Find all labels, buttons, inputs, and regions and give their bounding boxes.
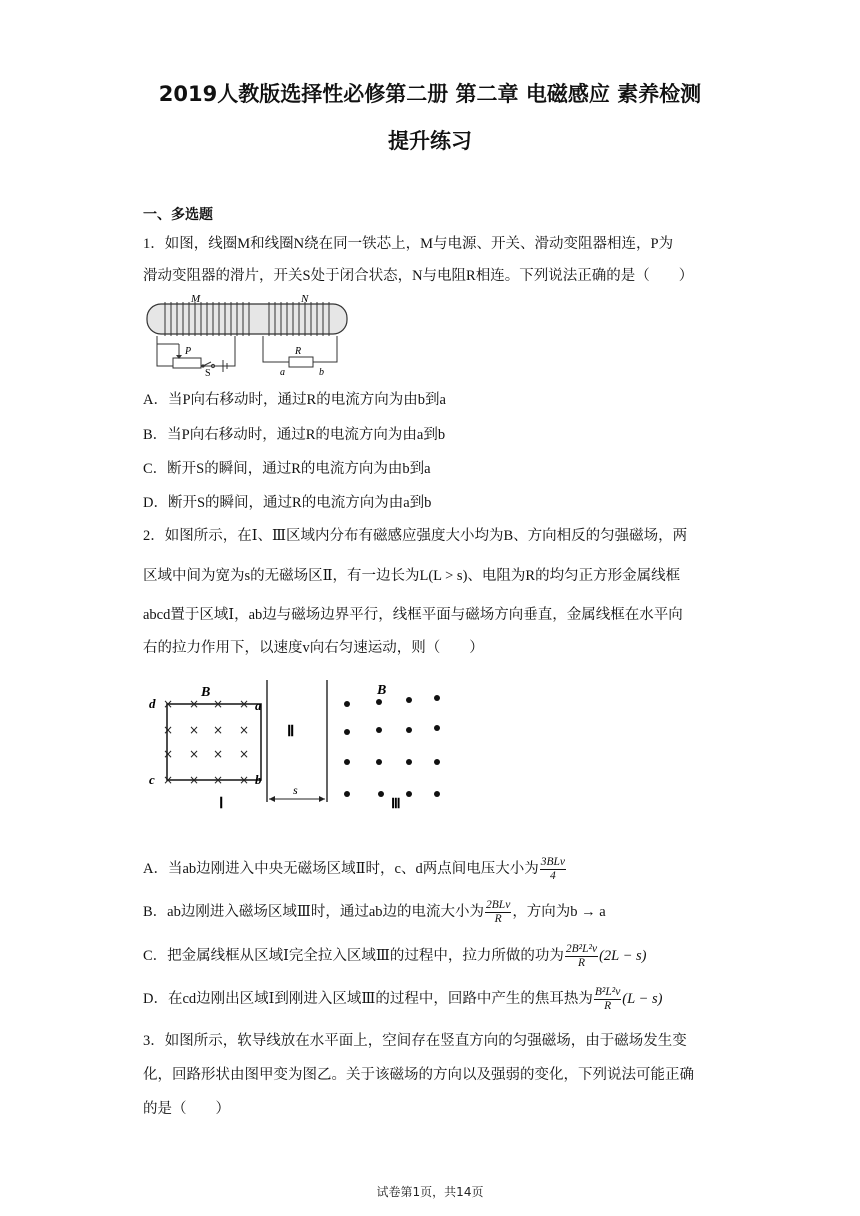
svg-text:×: × (213, 747, 224, 761)
label-B-right: B (377, 683, 387, 698)
q2-option-a-text: A．当ab边刚进入中央无磁场区域Ⅱ时，c、d两点间电压大小为 (143, 860, 539, 877)
svg-text:×: × (239, 747, 250, 761)
label-region-3: Ⅲ (391, 797, 401, 812)
q2-option-d-numerator: B²L²v (594, 986, 621, 998)
document-title-line2: 提升练习 (388, 129, 472, 153)
q2-option-c-text: C．把金属线框从区域Ⅰ完全拉入区域Ⅲ的过程中，拉力所做的功为 (143, 947, 564, 964)
svg-text:×: × (163, 773, 174, 787)
svg-text:×: × (163, 723, 174, 737)
svg-text:×: × (163, 747, 174, 761)
section-heading: 一、多选题 (143, 207, 213, 223)
q2-stem-line4: 右的拉力作用下，以速度v向右匀速运动，则（ ） (143, 640, 484, 656)
svg-text:×: × (163, 697, 174, 711)
q2-option-b (143, 899, 606, 926)
label-s: s (293, 783, 298, 797)
q2-option-a-denominator: 4 (549, 870, 556, 882)
label-c: c (149, 772, 155, 787)
document-title-line1: 2019人教版选择性必修第二册 第二章 电磁感应 素养检测 (158, 82, 702, 106)
q2-option-a-numerator: 3BLv (540, 856, 565, 868)
label-b: b (319, 367, 324, 376)
q2-option-b-tail: ，方向为b → a (512, 903, 606, 920)
q1-option-d: D．断开S的瞬间，通过R的电流方向为由a到b (143, 495, 432, 511)
q1-stem-line1: 1．如图，线圈M和线圈N绕在同一铁芯上，M与电源、开关、滑动变阻器相连，P为 (143, 236, 674, 252)
svg-text:×: × (189, 747, 200, 761)
q2-option-a (143, 856, 567, 883)
q2-option-c-tail: (2L − s) (599, 947, 647, 964)
q2-option-d-text: D．在cd边刚出区域Ⅰ到刚进入区域Ⅲ的过程中，回路中产生的焦耳热为 (143, 990, 593, 1007)
svg-text:×: × (213, 697, 224, 711)
label-d: d (149, 696, 156, 711)
label-R: R (295, 346, 302, 357)
label-N: N (301, 293, 309, 305)
svg-text:×: × (189, 723, 200, 737)
q2-option-d-denominator: R (604, 1000, 612, 1012)
q2-option-c (143, 943, 646, 970)
q2-magnetic-regions-figure (143, 676, 463, 816)
page-footer: 试卷第1页，共14页 (376, 1185, 484, 1199)
q3-stem-line2: 化，回路形状由图甲变为图乙。关于该磁场的方向以及强弱的变化，下列说法可能正确 (143, 1067, 694, 1083)
q2-option-b-text: B．ab边刚进入磁场区域Ⅲ时，通过ab边的电流大小为 (143, 903, 485, 920)
q1-option-a: A．当P向右移动时，通过R的电流方向为由b到a (143, 392, 446, 408)
label-P: P (185, 346, 192, 357)
q2-option-d (143, 986, 662, 1013)
label-S: S (205, 368, 211, 376)
svg-text:×: × (239, 723, 250, 737)
q2-stem-line3: abcd置于区域Ⅰ，ab边与磁场边界平行，线框平面与磁场方向垂直，金属线框在水平向 (143, 607, 683, 623)
q1-coil-figure (143, 292, 353, 376)
q2-option-c-fraction (565, 943, 598, 970)
svg-text:×: × (213, 723, 224, 737)
svg-text:×: × (189, 773, 200, 787)
label-b: b (255, 772, 262, 787)
q2-option-b-numerator: 2BLv (486, 899, 511, 911)
label-a: a (280, 367, 285, 376)
q1-option-b: B．当P向右移动时，通过R的电流方向为由a到b (143, 427, 446, 443)
q3-stem-line1: 3．如图所示，软导线放在水平面上，空间存在竖直方向的匀强磁场，由于磁场发生变 (143, 1033, 687, 1049)
label-B-left: B (201, 685, 211, 700)
label-M: M (191, 293, 201, 305)
svg-text:×: × (239, 697, 250, 711)
q2-stem-line2: 区域中间为宽为s的无磁场区Ⅱ，有一边长为L(L > s)、电阻为R的均匀正方形金属线框 (143, 568, 681, 584)
svg-text:×: × (189, 697, 200, 711)
q2-option-d-tail: (L − s) (622, 990, 663, 1007)
label-region-1: Ⅰ (219, 796, 224, 812)
label-region-2: Ⅱ (287, 724, 295, 740)
q2-option-b-denominator: R (494, 913, 502, 925)
svg-text:×: × (213, 773, 224, 787)
q2-option-a-fraction (540, 856, 566, 883)
q2-option-c-numerator: 2B²L²v (565, 943, 598, 955)
q2-stem-line1: 2．如图所示，在Ⅰ、Ⅲ区域内分布有磁感应强度大小均为B、方向相反的匀强磁场，两 (143, 528, 688, 544)
label-a: a (255, 698, 262, 713)
svg-text:×: × (239, 773, 250, 787)
q2-option-b-fraction (485, 899, 511, 926)
q2-option-c-denominator: R (577, 957, 585, 969)
q3-stem-line3: 的是（ ） (143, 1101, 230, 1117)
q1-option-c: C．断开S的瞬间，通过R的电流方向为由b到a (143, 461, 431, 477)
q1-stem-line2: 滑动变阻器的滑片，开关S处于闭合状态，N与电阻R相连。下列说法正确的是（ ） (143, 268, 694, 284)
q2-option-d-fraction (594, 986, 621, 1013)
